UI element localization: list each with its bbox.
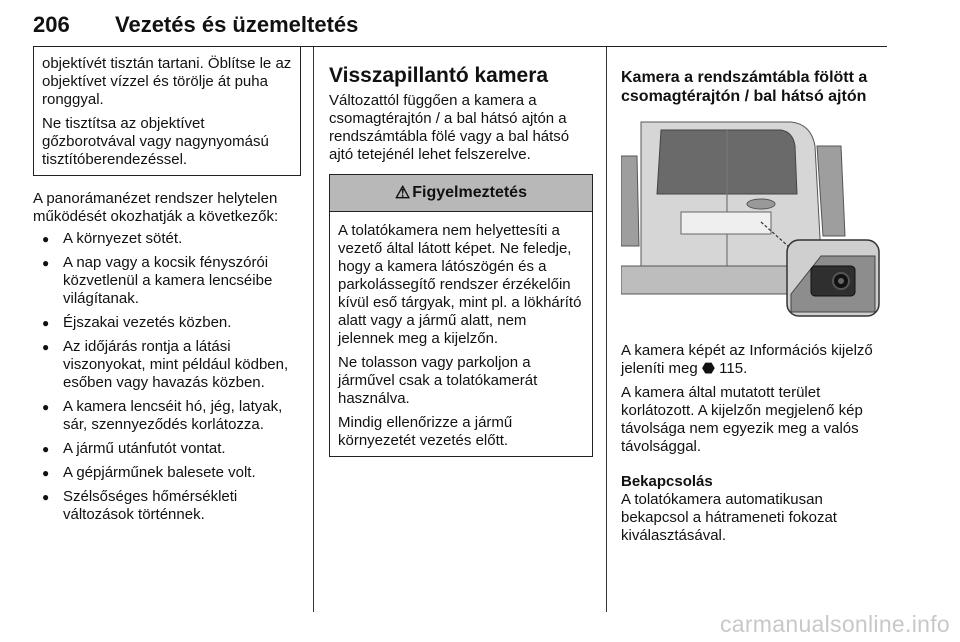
area-paragraph: A kamera által mutatott terület korlátozott. A kijelzőn megjelenő kép távolsága nem egyezik meg a valós távolsággal. [621,384,863,455]
camera-illustration [621,116,883,326]
activation-paragraph: A tolatókamera automatikusan bekapcsol a hátrameneti fokozat kiválasztásával. [621,491,837,544]
column-divider [606,47,607,612]
display-paragraph: A kamera képét az Információs kijelző jeleníti meg ⬣ 115. [621,342,873,377]
list-item: ● A kamera lencséit hó, jég, latyak, sár, szennyeződés korlátozza. [33,398,301,434]
list-item: ● A gépjárműnek balesete volt. [33,464,301,482]
cause-list [33,230,301,524]
column-middle [329,64,595,457]
page-header [33,8,887,47]
page-reference: 115. [719,360,748,377]
list-item: ● A nap vagy a kocsik fényszórói közvetlenül a kamera lencséibe világítanak. [33,254,301,308]
section-title: Kamera a rendszámtábla fölött a csomagtérajtón / bal hátsó ajtón [621,69,868,105]
warning-paragraph: Mindig ellenőrizze a jármű környezetét vezetés előtt. [338,414,513,449]
warning-title: Figyelmeztetés [412,184,527,201]
list-item: ● A környezet sötét. [33,230,301,248]
continued-box [33,47,301,176]
list-item: ● A jármű utánfutót vontat. [33,440,301,458]
section-title: Visszapillantó kamera [329,64,549,87]
column-right [621,68,889,551]
box-paragraph: objektívét tisztán tartani. Öblítse le az objektívet vízzel és törölje át puha ronggyal. [42,55,292,108]
column-left [33,47,301,530]
page-title: Vezetés és üzemeltetés [115,12,359,37]
list-item: ● Éjszakai vezetés közben. [33,314,301,332]
warning-body [330,212,592,456]
warning-paragraph: Ne tolasson vagy parkoljon a járművel csak a tolatókamerát használva. [338,354,538,407]
warning-paragraph: A tolatókamera nem helyettesíti a vezető által látott képet. Ne feledje, hogy a kamera látószögén és a parkolássegítő rendszer érzékelőin kívül eső tárgyak, mint pl. a lökhárító alatt vagy a jármű alatt, nem jelennek meg a kijelzőn. [338,222,582,347]
warning-header [330,175,592,212]
warning-icon: ⚠ [395,183,411,202]
subsection-title: Bekapcsolás [621,473,713,490]
column-divider [313,47,314,612]
watermark: carmanualsonline.info [719,611,950,637]
intro-paragraph: A panorámanézet rendszer helytelen működését okozhatják a következők: [33,190,279,225]
reference-arrow-icon: ⬣ [701,360,715,377]
warning-box [329,174,593,457]
box-paragraph: Ne tisztítsa az objektívet gőzborotvával vagy nagynyomású tisztítóberendezéssel. [42,115,269,168]
page-number: 206 [33,12,70,37]
list-item: ● Az időjárás rontja a látási viszonyokat, mint például ködben, esőben vagy havazás közben. [33,338,301,392]
intro-paragraph: Változattól függően a kamera a csomagtérajtón / a bal hátsó ajtón a rendszámtábla fölé vagy a bal hátsó ajtó tetejénél lehet felszerelve. [329,92,570,163]
list-item: ● Szélsőséges hőmérsékleti változások történnek. [33,488,301,524]
